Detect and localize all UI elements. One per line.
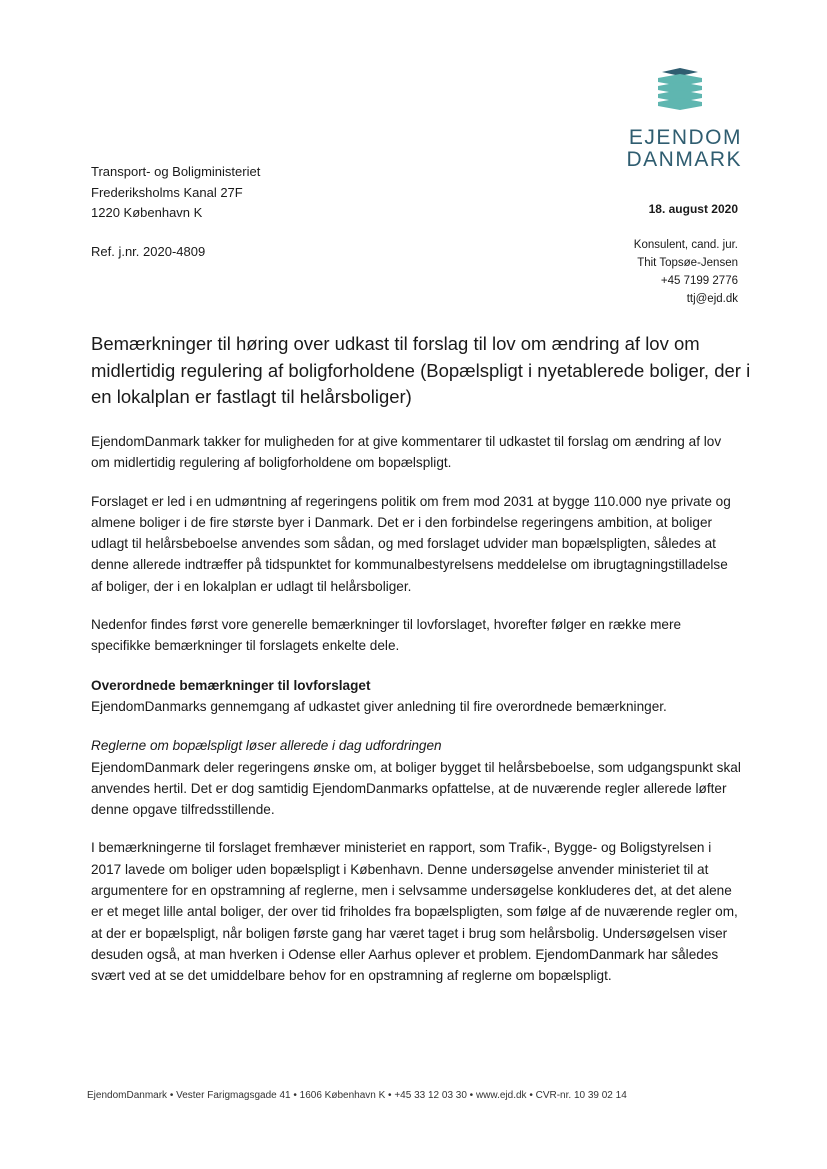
document-heading: Bemærkninger til høring over udkast til forslag til lov om ændring af lov om midlertidig regulering af boligforholdene (Bopælspligt i nyetablerede boliger, der i en lokalplan er fastlagt til helårsboliger) (91, 333, 751, 407)
section-title: Overordnede bemærkninger til lovforslaget (91, 677, 371, 693)
letter-date: 18. august 2020 (648, 202, 738, 216)
paragraph-overview: Nedenfor findes først vore generelle bemærkninger til lovforslaget, hvorefter følger en række mere specifikke bemærkninger til forslagets enkelte dele. (91, 617, 682, 654)
recipient-address (91, 162, 260, 224)
recipient-city: 1220 København K (91, 205, 203, 220)
paragraph-section-intro: EjendomDanmarks gennemgang af udkastet giver anledning til fire overordnede bemærkninger. (91, 698, 667, 714)
contact-title: Konsulent, cand. jur. (633, 239, 738, 251)
paragraph-intro: EjendomDanmark takker for muligheden for at give kommentarer til udkastet til forslag om ændring af lov om midlertidig regulering af boligforholdene om bopælspligt. (91, 434, 722, 471)
contact-phone: +45 7199 2776 (660, 275, 738, 287)
stacked-layers-icon (654, 68, 706, 116)
page-footer: EjendomDanmark • Vester Farigmagsgade 41 • 1606 København K • +45 33 12 03 30 • www.ejd.dk • CVR-nr. 10 39 02 14 (87, 1090, 627, 1101)
logo-text-line1: EJENDOM (628, 126, 742, 149)
subsection-title: Reglerne om bopælspligt løser allerede i dag udfordringen (91, 738, 442, 754)
paragraph-background: Forslaget er led i en udmøntning af regeringens politik om frem mod 2031 at bygge 110.000 nye private og almene boliger i de fire største byer i Danmark. Det er i den forbindelse regeringens ambition, at boliger udlagt til helårsbeboelse anvendes som sådan, og med forslaget udvider man bopælspligten, således at denne allerede indtræffer på tidspunktet for kommunalbestyrelsens meddelelse om ibrugtagningstilladelse af boliger, der i en lokalplan er udlagt til helårsboliger. (91, 493, 731, 594)
document-body (91, 431, 741, 987)
paragraph-position: EjendomDanmark deler regeringens ønske om, at boliger bygget til helårsbeboelse, som udgangspunkt skal anvendes hertil. Det er dog samtidig EjendomDanmarks opfattelse, at de nuværende regler allerede løfter denne opgave tilfredsstillende. (91, 759, 741, 818)
recipient-name: Transport- og Boligministeriet (91, 164, 261, 179)
contact-info (634, 236, 738, 308)
recipient-street: Frederiksholms Kanal 27F (91, 184, 243, 200)
contact-name: Thit Topsøe-Jensen (637, 257, 738, 269)
logo-text-line2: DANMARK (626, 148, 742, 171)
paragraph-report: I bemærkningerne til forslaget fremhæver ministeriet en rapport, som Trafik-, Bygge- og Boligstyrelsen i 2017 lavede om boliger uden bopælspligt i København. Denne undersøgelse anvender ministeriet til at argumentere for en opstramning af reglerne, men i selvsamme undersøgelse konkluderes det, at det alene er et meget lille antal boliger, der over tid friholdes fra bopælspligten, som følge af de nuværende regler om, at der er bopælspligt, når boligen første gang har været taget i brug som helårsbolig. Undersøgelsen viser desuden også, at man hverken i Odense eller Aarhus oplever et problem. EjendomDanmark har således svært ved at se det umiddelbare behov for en opstramning af reglerne om bopælspligt. (91, 840, 738, 984)
reference-number: Ref. j.nr. 2020-4809 (91, 244, 206, 259)
contact-email: ttj@ejd.dk (686, 293, 738, 305)
